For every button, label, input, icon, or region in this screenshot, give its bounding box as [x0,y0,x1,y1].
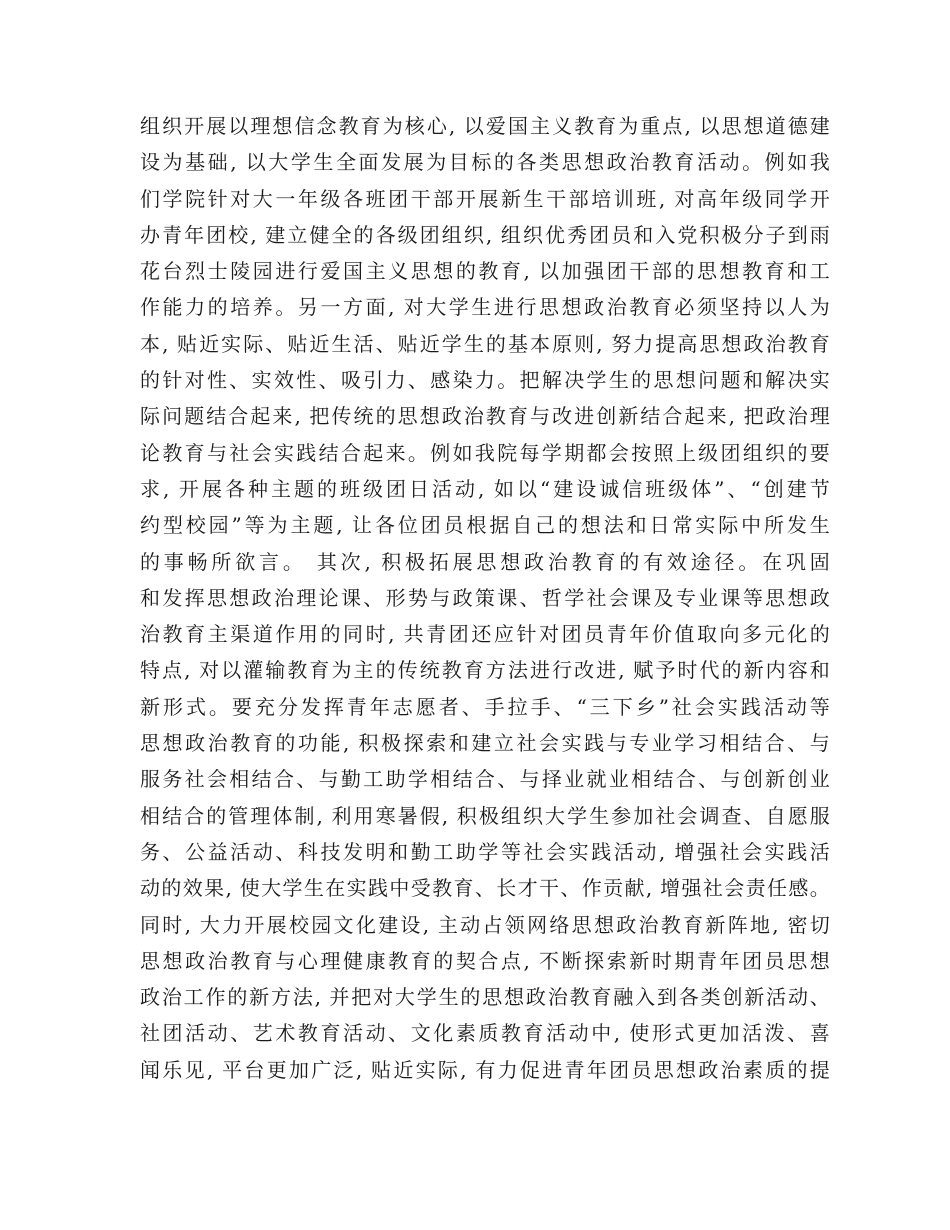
text-line: 的针对性、实效性、吸引力、感染力。把解决学生的思想问题和解决实 [140,368,830,393]
text-line: 政治工作的新方法, 并把对大学生的思想政治教育融入到各类创新活动、 [140,985,830,1010]
text-line: 设为基础, 以大学生全面发展为目标的各类思想政治教育活动。例如我 [140,150,830,175]
text-line: 花台烈士陵园进行爱国主义思想的教育, 以加强团干部的思想教育和工 [140,259,830,284]
text-line: 和发挥思想政治理论课、形势与政策课、哲学社会课及专业课等思想政 [140,585,830,610]
text-line: 论教育与社会实践结合起来。例如我院每学期都会按照上级团组织的要 [140,440,830,465]
text-line: 思想政治教育与心理健康教育的契合点, 不断探索新时期青年团员思想 [140,948,830,973]
text-line: 们学院针对大一年级各班团干部开展新生干部培训班, 对高年级同学开 [140,186,830,211]
text-line: 本, 贴近实际、贴近生活、贴近学生的基本原则, 努力提高思想政治教育 [140,331,830,356]
text-line: 治教育主渠道作用的同时, 共青团还应针对团员青年价值取向多元化的 [140,622,830,647]
text-line: 思想政治教育的功能, 积极探索和建立社会实践与专业学习相结合、与 [140,731,830,756]
text-line: 特点, 对以灌输教育为主的传统教育方法进行改进, 赋予时代的新内容和 [140,658,830,683]
text-line: 办青年团校, 建立健全的各级团组织, 组织优秀团员和入党积极分子到雨 [140,222,830,247]
text-line: 作能力的培养。另一方面, 对大学生进行思想政治教育必须坚持以人为 [140,295,830,320]
text-line: 服务社会相结合、与勤工助学相结合、与择业就业相结合、与创新创业 [140,767,830,792]
text-line: 的事畅所欲言。 其次, 积极拓展思想政治教育的有效途径。在巩固 [140,549,830,574]
text-line: 同时, 大力开展校园文化建设, 主动占领网络思想政治教育新阵地, 密切 [140,912,830,937]
text-line: 约型校园”等为主题, 让各位团员根据自己的想法和日常实际中所发生 [140,513,830,538]
text-line: 动的效果, 使大学生在实践中受教育、长才干、作贡献, 增强社会责任感。 [140,876,830,901]
text-line: 际问题结合起来, 把传统的思想政治教育与改进创新结合起来, 把政治理 [140,404,830,429]
body-text [140,108,830,1088]
text-line: 务、公益活动、科技发明和勤工助学等社会实践活动, 增强社会实践活 [140,839,830,864]
text-line: 组织开展以理想信念教育为核心, 以爱国主义教育为重点, 以思想道德建 [140,114,830,138]
text-line: 相结合的管理体制, 利用寒暑假, 积极组织大学生参加社会调查、自愿服 [140,803,830,828]
text-line: 闻乐见, 平台更加广泛, 贴近实际, 有力促进青年团员思想政治素质的提 [140,1057,830,1082]
text-line: 求, 开展各种主题的班级团日活动, 如以“建设诚信班级体”、“创建节 [140,476,830,501]
text-line: 社团活动、艺术教育活动、文化素质教育活动中, 使形式更加活泼、喜 [140,1021,830,1046]
text-line: 新形式。要充分发挥青年志愿者、手拉手、“三下乡”社会实践活动等 [140,694,830,719]
